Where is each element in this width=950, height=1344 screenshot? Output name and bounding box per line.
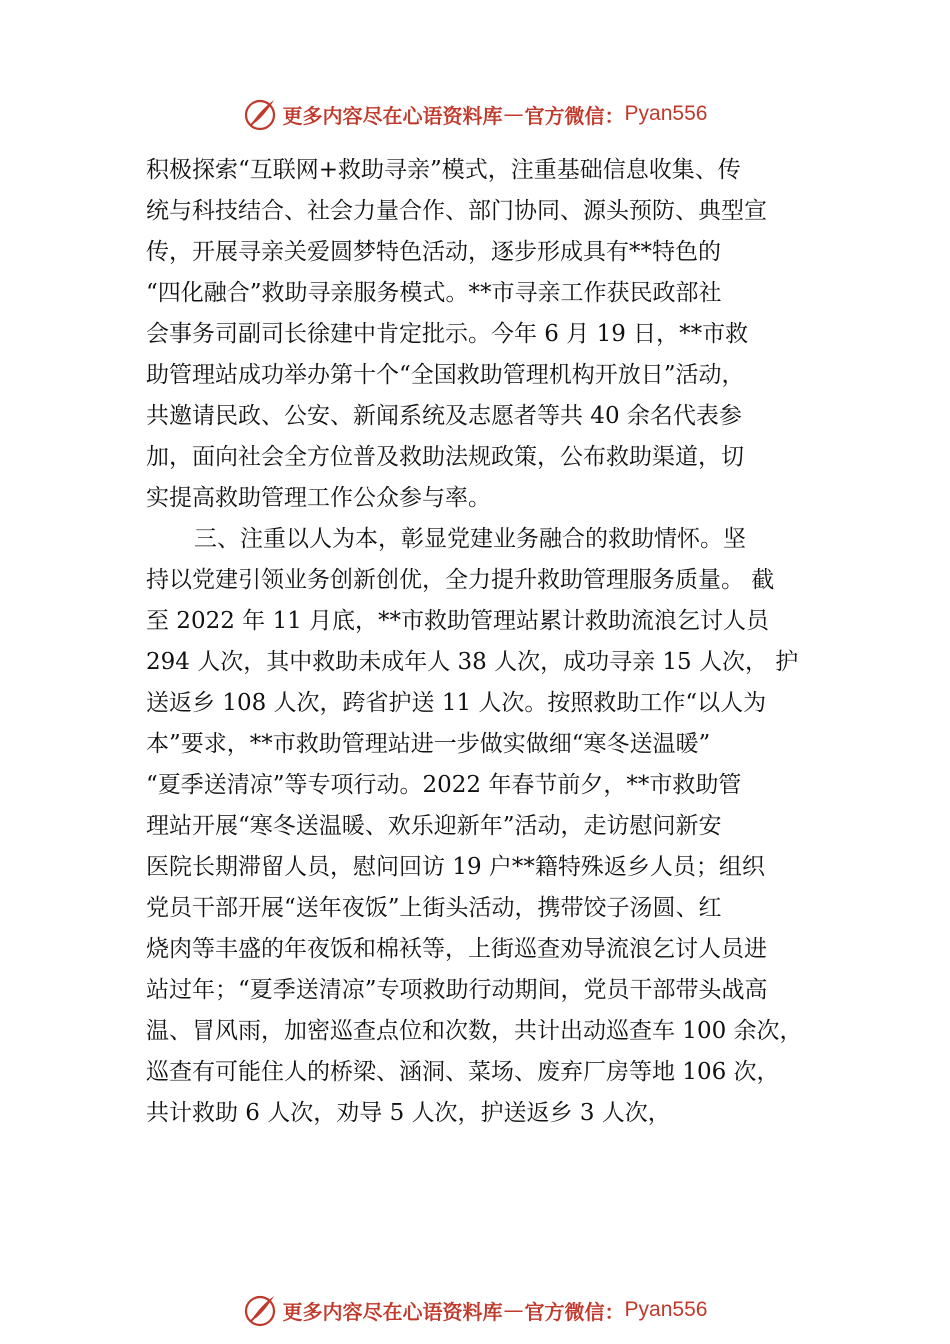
- section-heading-line: 三、注重以人为本，彰显党建业务融合的救助情怀。坚: [194, 526, 746, 552]
- header-watermark-banner: [0, 94, 950, 134]
- banner-wechat-id: Pyan556: [624, 102, 708, 125]
- text-line: 会事务司副司长徐建中肯定批示。今年 6 月 19 日，**市救: [146, 321, 749, 347]
- text-line: 站过年；“夏季送清凉”专项救助行动期间，党员干部带头战高: [146, 977, 768, 1003]
- banner-wechat-id: Pyan556: [624, 1298, 708, 1321]
- banner-wechat-label: 官方微信：: [524, 103, 625, 128]
- document-body: [146, 150, 816, 1134]
- text-line: 共邀请民政、公安、新闻系统及志愿者等共 40 余名代表参: [146, 403, 742, 429]
- text-line: 统与科技结合、社会力量合作、部门协同、源头预防、典型宣: [146, 198, 767, 224]
- text-line: 助管理站成功举办第十个“全国救助管理机构开放日”活动，: [146, 362, 745, 388]
- text-line: 持以党建引领业务创新创优，全力提升救助管理服务质量。 截: [146, 567, 775, 593]
- text-line: 至 2022 年 11 月底，**市救助管理站累计救助流浪乞讨人员: [146, 608, 770, 634]
- text-line: “夏季送清凉”等专项行动。2022 年春节前夕，**市救助管: [146, 772, 742, 798]
- text-line: 传，开展寻亲关爱圆梦特色活动，逐步形成具有**特色的: [146, 239, 721, 265]
- text-line: 巡查有可能住人的桥梁、涵洞、菜场、废弃厂房等地 106 次，: [146, 1059, 780, 1085]
- banner-title: 更多内容尽在心语资料库: [282, 103, 503, 128]
- text-line: 烧肉等丰盛的年夜饭和棉袄等，上街巡查劝导流浪乞讨人员进: [146, 936, 767, 962]
- text-line: 本”要求，**市救助管理站进一步做实做细“寒冬送温暖”: [146, 731, 711, 757]
- banner-title: 更多内容尽在心语资料库: [282, 1299, 503, 1324]
- footer-watermark-banner: [0, 1290, 950, 1330]
- text-line: 共计救助 6 人次，劝导 5 人次，护送返乡 3 人次，: [146, 1100, 671, 1126]
- text-line: 温、冒风雨，加密巡查点位和次数，共计出动巡查车 100 余次，: [146, 1018, 803, 1044]
- quill-pen-circle-icon: [243, 1292, 279, 1328]
- text-line: 理站开展“寒冬送温暖、欢乐迎新年”活动，走访慰问新安: [146, 813, 722, 839]
- banner-dash: —: [503, 102, 524, 126]
- text-line: 党员干部开展“送年夜饭”上街头活动，携带饺子汤圆、红: [146, 895, 722, 921]
- text-line: “四化融合”救助寻亲服务模式。**市寻亲工作获民政部社: [146, 280, 722, 306]
- text-line: 医院长期滞留人员，慰问回访 19 户**籍特殊返乡人员；组织: [146, 854, 765, 880]
- banner-dash: —: [503, 1298, 524, 1322]
- banner-wechat-label: 官方微信：: [524, 1299, 625, 1324]
- quill-pen-circle-icon: [243, 96, 279, 132]
- text-line: 实提高救助管理工作公众参与率。: [146, 485, 491, 511]
- text-line: 加，面向社会全方位普及救助法规政策，公布救助渠道，切: [146, 444, 744, 470]
- text-line: 294 人次，其中救助未成年人 38 人次，成功寻亲 15 人次， 护: [146, 649, 799, 675]
- text-line: 积极探索“互联网+救助寻亲”模式，注重基础信息收集、传: [146, 157, 741, 183]
- text-line: 送返乡 108 人次，跨省护送 11 人次。按照救助工作“以人为: [146, 690, 767, 716]
